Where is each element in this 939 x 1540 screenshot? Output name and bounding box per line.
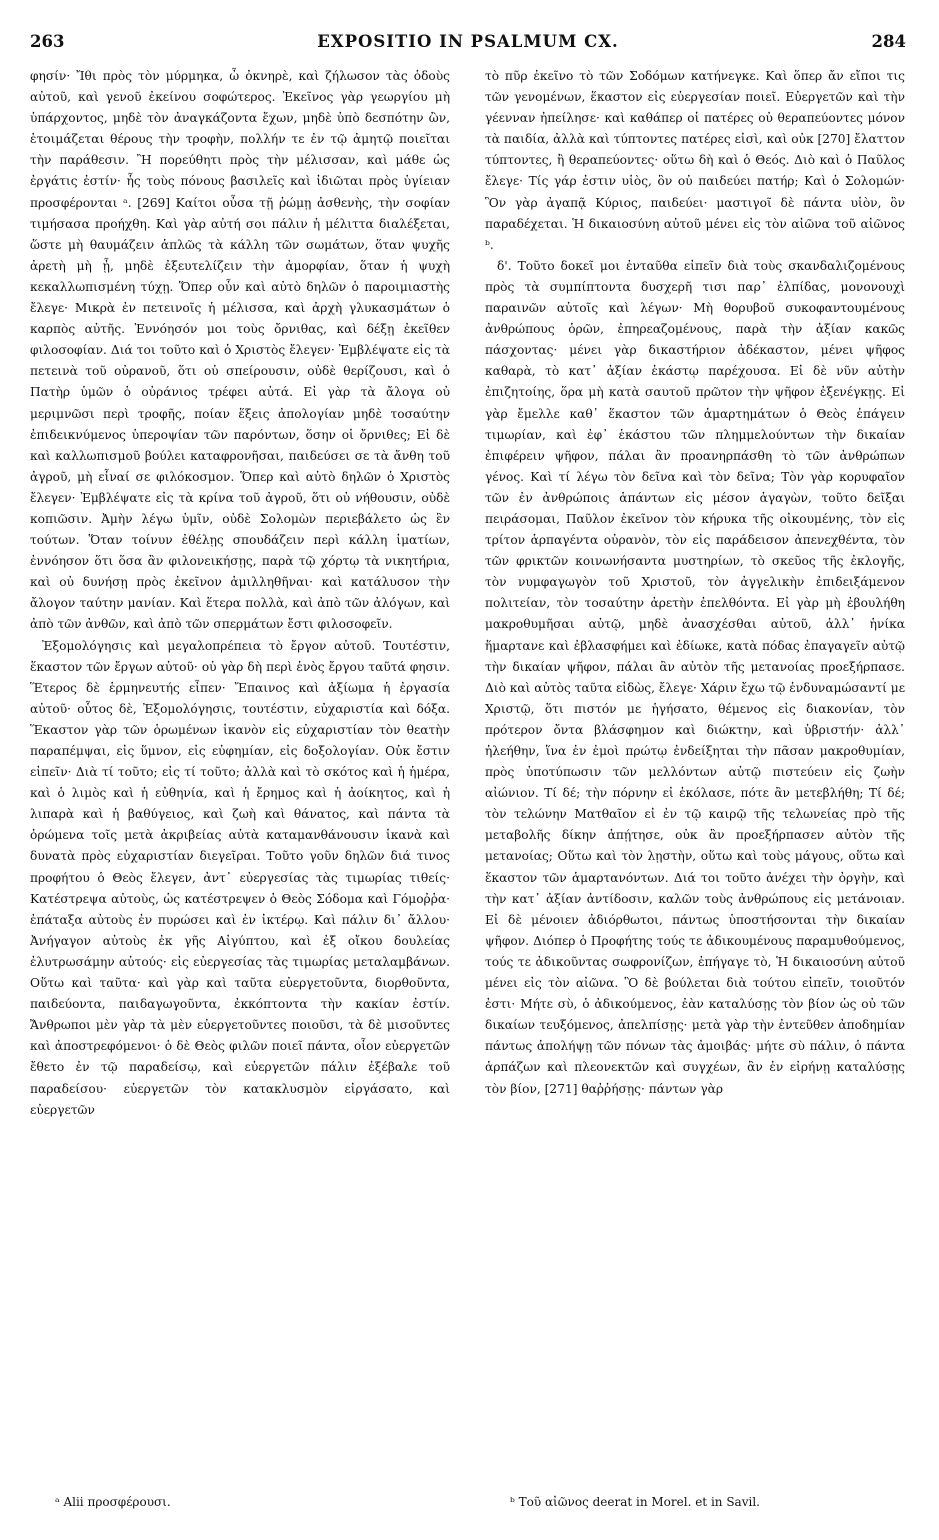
paragraph: Ἐξομολόγησις καὶ μεγαλοπρέπεια τὸ ἔργον αὐτοῦ. Τουτέστιν, ἕκαστον τῶν ἔργων αὐτοῦ· οὐ γὰρ δὴ περὶ ἑνὸς ἔργου ταῦτά φησιν. Ἕτερος δὲ ἑρμηνευτής εἶπεν· Ἔπαινος καὶ ἀξίωμα ἡ ἐργασία αὐτοῦ· οὗτος δὲ, Ἐξομολόγησις, τουτέστιν, εὐχαριστία καὶ δόξα. Ἕκαστον γὰρ τῶν ὁρωμένων ἱκανὸν εἰς εὐχαριστίαν τὸν θεατὴν παραπέμψαι, εἰς ὕμνον, εἰς εὐφημίαν, εἰς δοξολογίαν. Οὐκ ἔστιν εἰπεῖν· Διὰ τί τοῦτο; εἰς τί τοῦτο; ἀλλὰ καὶ τὸ σκότος καὶ ἡ ἡμέρα, καὶ ὁ λιμὸς καὶ ἡ εὐθηνία, καὶ ἡ ἔρημος καὶ ἡ ἀοίκητος, καὶ ἡ λιπαρὰ καὶ ἡ βαθύγειος, καὶ ζωὴ καὶ θάνατος, καὶ πάντα τὰ ὁρώμενα τοῖς μετὰ ἀκριβείας αὐτὰ καταμανθάνουσιν ἱκανὰ καὶ δυνατὰ πρὸς εὐχαριστίαν διεγεῖραι. Τοῦτο γοῦν δηλῶν διά τινος προφήτου ὁ Θεὸς ἔλεγεν, ἀντ᾽ εὐεργεσίας τὰς τιμωρίας τιθείς· Κατέστρεψα αὐτοὺς, ὡς κατέστρεψεν ὁ Θεὸς Σόδομα καὶ Γόμοῤῥα· ἐπάταξα αὐτοὺς ἐν πυρώσει καὶ ἐν ἰκτέρῳ. Καὶ πάλιν δι᾽ ἄλλου· Ἀνήγαγον αὐτοὺς ἐκ γῆς Αἰγύπτου, καὶ ἐξ οἴκου δουλείας ἐλυτρωσάμην αὐτούς· εἰς εὐεργεσίας τὰς τιμωρίας μεταλαμβάνων. Οὕτω καὶ ταῦτα· καὶ γὰρ καὶ ταῦτα εὐεργετοῦντα, διορθοῦντα, παιδεύοντα, παιδαγωγοῦντα, ἐκκόπτοντα τὴν κακίαν ἐστίν. Ἄνθρωποι μὲν γὰρ τὰ μὲν εὐεργετοῦντες ποιοῦσι, τὰ δὲ μισοῦντες καὶ ἀποστρεφόμενοι· ὁ δὲ Θεὸς φιλῶν ποιεῖ πάντα, οἷον εὐεργετῶν ἔθετο ἐν τῷ παραδείσῳ, καὶ εὐεργετῶν πάλιν ἐξέβαλε τοῦ παραδείσου· εὐεργετῶν τὸν κατακλυσμὸν εἰργάσατο, καὶ εὐεργετῶν (30, 638, 450, 1117)
paragraph: τὸ πῦρ ἐκεῖνο τὸ τῶν Σοδόμων κατήνεγκε. Καὶ ὅπερ ἄν εἴποι τις τῶν γενομένων, ἕκαστον εἰς εὐεργεσίαν ποιεῖ. Εὐεργετῶν καὶ τὴν γέενναν ἠπείλησε· καὶ καθάπερ οἱ πατέρες οὐ θεραπεύοντες μόνον τὰ παιδία, ἀλλὰ καὶ τύπτοντες πατέρες εἰσὶ, καὶ οὐκ [270] ἔλαττον τύπτοντες, ἢ θεραπεύοντες· οὕτω δὴ καὶ ὁ Θεός. Διὸ καὶ ὁ Παῦλος ἔλεγε· Τίς γάρ ἐστιν υἱὸς, ὃν οὐ παιδεύει πατήρ; Καὶ ὁ Σολομών· Ὃν γὰρ ἀγαπᾷ Κύριος, παιδεύει· μαστιγοῖ δὲ πάντα υἱὸν, ὃν παραδέχεται. Ἡ δικαιοσύνη αὐτοῦ μένει εἰς τὸν αἰῶνα τοῦ αἰῶνος ᵇ. (485, 69, 905, 252)
page-number-right: 284 (871, 32, 906, 51)
paragraph: φησίν· Ἴθι πρὸς τὸν μύρμηκα, ὦ ὀκνηρὲ, καὶ ζήλωσον τὰς ὁδοὺς αὐτοῦ, καὶ γενοῦ ἐκείνου σοφώτερος. Ἐκεῖνος γὰρ γεωργίου μὴ ὑπάρχοντος, μηδὲ τὸν ἀναγκάζοντα ἔχων, μηδὲ ὑπὸ δεσπότην ὢν, ἑτοιμάζεται θέρους τὴν τροφὴν, πολλήν τε ἐν τῷ ἀμητῷ ποιεῖται τὴν παράθεσιν. Ἢ πορεύθητι πρὸς τὴν μέλισσαν, καὶ μάθε ὡς ἐργάτις ἐστίν· ἧς τοὺς πόνους βασιλεῖς καὶ ἰδιῶται πρὸς ὑγίειαν προσφέρονται ᵃ. [269] Καίτοι οὖσα τῇ ῥώμῃ ἀσθενὴς, τὴν σοφίαν τιμήσασα προήχθη. Καὶ γὰρ αὐτή σοι πάλιν ἡ μέλιττα διαλέξεται, ὥστε μὴ θαυμάζειν ἁπλῶς τὰ κάλλη τῶν σωμάτων, ὅταν ψυχῆς ἀρετὴ μὴ ᾖ, μηδὲ ἐξευτελίζειν τὴν ἀμορφίαν, ὅταν ἡ ψυχὴ κεκαλλωπισμένη τύχῃ. Ὅπερ οὖν καὶ αὐτὸ δηλῶν ὁ παροιμιαστὴς ἔλεγε· Μικρὰ ἐν πετεινοῖς ἡ μέλισσα, καὶ ἀρχὴ γλυκασμάτων ὁ καρπὸς αὐτῆς. Ἐννόησόν μοι τοὺς ὄρνιθας, καὶ δέξῃ ἐκεῖθεν φιλοσοφίαν. Διά τοι τοῦτο καὶ ὁ Χριστὸς ἔλεγεν· Ἐμβλέψατε εἰς τὰ πετεινὰ τοῦ οὐρανοῦ, ὅτι οὐ σπείρουσιν, οὐδὲ θερίζουσι, καὶ ὁ Πατὴρ ὑμῶν ὁ οὐράνιος τρέφει αὐτά. Εἰ γὰρ τὰ ἄλογα οὐ μεριμνῶσι περὶ τροφῆς, ποίαν ἕξεις ἀπολογίαν μηδὲ τοσαύτην ἐπιδεικνύμενος ὑπεροψίαν τῶν παρόντων, ὅσην οἱ ὄρνιθες; Εἰ δὲ καὶ καλλωπισμοῦ βούλει καταφρονῆσαι, παιδεύσει σε τὰ ἄνθη τοῦ ἀγροῦ, μὴ εἶναί σε φιλόκοσμον. Ὅπερ καὶ αὐτὸ δηλῶν ὁ Χριστὸς ἔλεγεν· Ἐμβλέψατε εἰς τὰ κρίνα τοῦ ἀγροῦ, ὅτι οὐ νήθουσιν, οὐδὲ κοπιῶσιν. Ἀμὴν λέγω ὑμῖν, οὐδὲ Σολομὼν περιεβάλετο ὡς ἓν τούτων. Ὅταν τοίνυν ἐθέλῃς σπουδάζειν περὶ κάλλη ἱματίων, ἐννόησον ὅτι ὅσα ἂν φιλονεικήσῃς, παρὰ τῷ χόρτῳ τὰ νικητήρια, καὶ οὐ δυνήσῃ πρὸς ἐκεῖνον ἁμιλληθῆναι· καὶ κατάλυσον τὴν ἄλογον ταύτην μανίαν. Καὶ ἕτερα πολλὰ, καὶ ἀπὸ τῶν ἀλόγων, καὶ ἀπὸ τῶν ἀνθῶν, καὶ ἀπὸ τῶν σπερμάτων ἔστι φιλοσοφεῖν. (30, 69, 450, 632)
page-number-left: 263 (30, 32, 65, 51)
page-header (30, 32, 906, 56)
left-column (30, 66, 450, 1121)
paragraph: δ'. Τοῦτο δοκεῖ μοι ἐνταῦθα εἰπεῖν διὰ τοὺς σκανδαλιζομένους πρὸς τὰ συμπίπτοντα δυσχερῆ τισι παρ᾽ ἐλπίδας, μονονουχὶ παραινῶν αὐτοῖς καὶ λέγων· Μὴ θορυβοῦ συκοφαντουμένους ἀνθρώπους ὁρῶν, ἐπηρεαζομένους, παρὰ τὴν ἀξίαν κακῶς πάσχοντας· μένει γὰρ δικαστήριον ἀδέκαστον, μένει ψῆφος καθαρὰ, τὸ κατ᾽ ἀξίαν ἑκάστῳ παρέχουσα. Εἰ δὲ νῦν αὐτὴν ἐπιζητοίης, ὅρα μὴ κατὰ σαυτοῦ πρῶτον τὴν ψῆφον ἐξενέγκῃς. Εἰ γὰρ ἔμελλε καθ᾽ ἕκαστον τῶν ἁμαρτημάτων ὁ Θεὸς ἐπάγειν τιμωρίαν, καὶ ἐφ᾽ ἑκάστου τῶν πλημμελούντων τὴν δικαίαν ἐπιφέρειν ψῆφον, πάλαι ἂν προανηρπάσθη τὸ τῶν ἀνθρώπων γένος. Καὶ τί λέγω τὸν δεῖνα καὶ τὸν δεῖνα; Τὸν γὰρ κορυφαῖον τῶν ἐν ἀνθρώποις ἁπάντων εἰς μέσον ἀγαγὼν, τοῦτο δεῖξαι πειράσομαι, Παῦλον ἐκεῖνον τὸν κήρυκα τῆς οἰκουμένης, τὸν εἰς τρίτον ἁρπαγέντα οὐρανὸν, τὸν εἰς παράδεισον ἀπενεχθέντα, τὸν τῶν φρικτῶν κοινωνήσαντα μυστηρίων, τὸ σκεῦος τῆς ἐκλογῆς, τὸν νυμφαγωγὸν τοῦ Χριστοῦ, τὸν ἀγγελικὴν ἐπιδειξάμενον πολιτείαν, τὸν τοσαύτην ἀρετὴν ἐπελθόντα. Εἰ γὰρ μὴ ἐβουλήθη μακροθυμῆσαι αὐτῷ, μηδὲ ἀνασχέσθαι αὐτοῦ, ἀλλ᾽ ἡνίκα ἥμαρτανε καὶ ἐβλασφήμει καὶ ἐδίωκε, κατὰ πόδας ἐπαγαγεῖν αὐτῷ τὴν δικαίαν ψῆφον, πάλαι ἂν αὐτὸν τῆς μετανοίας προεξήρπασε. Διὸ καὶ αὐτὸς ταῦτα εἰδὼς, ἔλεγε· Χάριν ἔχω τῷ ἐνδυναμώσαντί με Χριστῷ, ὅτι πιστόν με ἡγήσατο, θέμενος εἰς διακονίαν, τὸν πρότερον ὄντα βλάσφημον καὶ διώκτην, καὶ ὑβριστήν· ἀλλ᾽ ἠλεήθην, ἵνα ἐν ἐμοὶ πρώτῳ ἐνδείξηται τὴν πᾶσαν μακροθυμίαν, πρὸς ὑποτύπωσιν τῶν μελλόντων αὐτῷ πιστεύειν εἰς ζωὴν αἰώνιον. Τί δέ; τὴν πόρνην εἰ ἐκόλασε, πότε ἂν μετεβλήθη; Τί δέ; τὸν τελώνην Ματθαῖον εἰ ἐν τῷ καιρῷ τῆς τελωνείας πρὸ τῆς μεταβολῆς δίκην ἀπῄτησε, οὐκ ἂν προεξήρπασεν αὐτὸν τῆς μετανοίας; Οὕτω καὶ τὸν λῃστὴν, οὕτω καὶ τοὺς μάγους, οὕτω καὶ ἕκαστον τῶν ἁμαρτανόντων. Διά τοι τοῦτο ἀνέχει τὴν ὀργὴν, καὶ τὴν κατ᾽ ἀξίαν ἀντίδοσιν, καλῶν τοὺς ἀνθρώπους εἰς μετάνοιαν. Εἰ δὲ μένοιεν ἀδιόρθωτοι, πάντως ὑποστήσονται τὴν δικαίαν ψῆφον. Διόπερ ὁ Προφήτης τούς τε ἀδικουμένους παραμυθούμενος, τούς τε ἀδικοῦντας σωφρονίζων, ἐπήγαγε τὸ, Ἡ δικαιοσύνη αὐτοῦ μένει εἰς τὸν αἰῶνα. Ὃ δὲ βούλεται διὰ τούτου εἰπεῖν, τοιοῦτόν ἐστι· Μήτε σὺ, ὁ ἀδικούμενος, ἐὰν καταλύσῃς τὸν βίον ὡς οὐ τῶν δικαίων τευξόμενος, ἀπελπίσῃς· μετὰ γὰρ τὴν ἐντεῦθεν ἀποδημίαν πάντως ἀπολήψῃ τῶν πόνων τὰς ἀμοιβάς· μήτε σὺ πάλιν, ὁ πάντα ἁρπάζων καὶ πλεονεκτῶν καὶ συγχέων, ἂν ἐν εἰρήνῃ καταλύσῃς τὸν βίον, [271] θαῤῥήσῃς· πάντων γὰρ (485, 258, 906, 1096)
running-title: EXPOSITIO IN PSALMUM CX. (317, 32, 619, 51)
right-column (485, 66, 905, 1100)
footnote-left: ᵃ Alii προσφέρουσι. (55, 1495, 171, 1509)
footnote-right: ᵇ Τοῦ αἰῶνος deerat in Morel. et in Savil. (510, 1495, 760, 1509)
